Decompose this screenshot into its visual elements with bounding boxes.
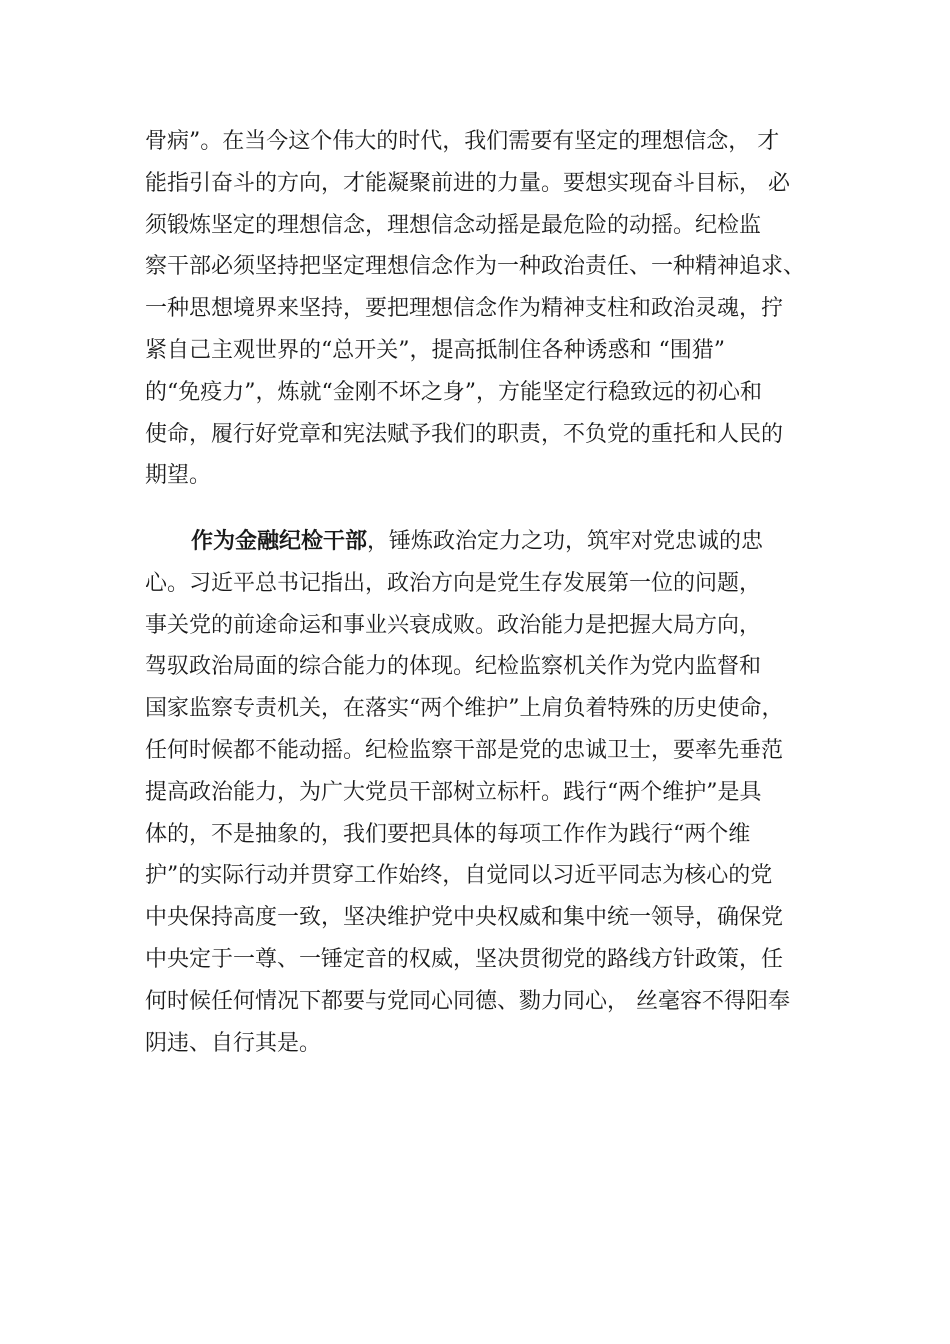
text-line: 使命，履行好党章和宪法赋予我们的职责，不负党的重托和人民的: [145, 421, 784, 447]
text-line: 心。习近平总书记指出，政治方向是党生存发展第一位的问题，: [145, 570, 762, 596]
paragraph-political-loyalty: [145, 521, 825, 1064]
text-line: 期望。: [145, 463, 212, 489]
text-line: 护”的实际行动并贯穿工作始终，自觉同以习近平同志为核心的党: [145, 863, 773, 889]
text-line: 驾驭政治局面的综合能力的体现。纪检监察机关作为党内监督和: [145, 654, 762, 680]
text-line: 紧自己主观世界的“总开关”，提高抵制住各种诱惑和 “围猎”: [145, 337, 725, 363]
text-line: 的“免疫力”，炼就“金刚不坏之身”，方能坚定行稳致远的初心和: [145, 379, 762, 405]
text-line: 须锻炼坚定的理想信念，理想信念动摇是最危险的动摇。纪检监: [145, 212, 762, 238]
text-line: 任何时候都不能动摇。纪检监察干部是党的忠诚卫士，要率先垂范: [145, 737, 784, 763]
text-line: 能指引奋斗的方向，才能凝聚前进的力量。要想实现奋斗目标， 必: [145, 170, 790, 196]
text-line: 阴违、自行其是。: [145, 1030, 322, 1056]
text-line: 一种思想境界来坚持，要把理想信念作为精神支柱和政治灵魂，拧: [145, 296, 784, 322]
text-line: 国家监察专责机关，在落实“两个维护”上肩负着特殊的历史使命，: [145, 696, 784, 722]
text-line: 体的，不是抽象的，我们要把具体的每项工作作为践行“两个维: [145, 821, 751, 847]
text-line: 中央定于一尊、一锤定音的权威，坚决贯彻党的路线方针政策，任: [145, 946, 784, 972]
text-line: 察干部必须坚持把坚定理想信念作为一种政治责任、一种精神追求、: [145, 254, 806, 280]
bold-lead-phrase: 作为金融纪检干部: [191, 529, 368, 554]
text-line: 提高政治能力，为广大党员干部树立标杆。践行“两个维护”是具: [145, 779, 762, 805]
text-line: 何时候任何情况下都要与党同心同德、勠力同心， 丝毫容不得阳奉: [145, 988, 790, 1014]
text-line: 骨病”。在当今这个伟大的时代，我们需要有坚定的理想信念， 才: [145, 129, 780, 154]
text-line: 事关党的前途命运和事业兴衰成败。政治能力是把握大局方向，: [145, 612, 762, 638]
first-line: [145, 521, 825, 563]
first-line-rest: ，锤炼政治定力之功，筑牢对党忠诚的忠: [367, 529, 764, 554]
paragraph-ideals: [145, 121, 825, 497]
text-line: 中央保持高度一致，坚决维护党中央权威和集中统一领导，确保党: [145, 905, 784, 931]
